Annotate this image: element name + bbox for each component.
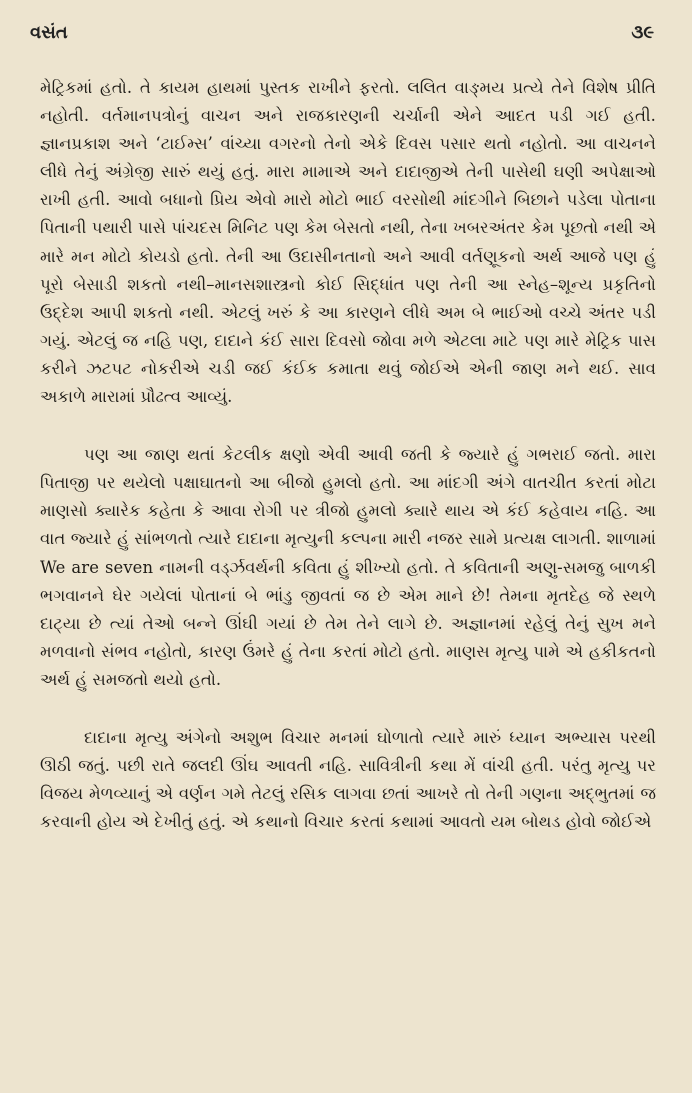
paragraph: પણ આ જાણ થતાં કેટલીક ક્ષણો એવી આવી જતી કે જ્યારે હું ગભરાઈ જતો. મારા પિતાજી પર થયેલો પક્ષાઘાતનો આ બીજો હુમલો હતો. આ માંદગી અંગે વાતચીત કરતાં મોટા માણસો ક્યારેક કહેતા કે આવા રોગી પર ત્રીજો હુમલો ક્યારે થાય એ કંઈ કહેવાય નહિ. આ વાત જ્યારે હું સાંભળતો ત્યારે દાદાના મૃત્યુની કલ્પના મારી નજર સામે પ્રત્યક્ષ લાગતી. શાળામાં We are seven નામની વર્ડ્ઝવર્થની કવિતા હું શીખ્યો હતો. તે કવિતાની અણુ-સમજુ બાળકી ભગવાનને ઘેર ગયેલાં પોતાનાં બે ભાંડુ જીવતાં જ છે એમ માને છે! તેમના મૃતદેહ જે સ્થળે દાટ્યા છે ત્યાં તેઓ બન્ને ઊંઘી ગયાં છે તેમ તેને લાગે છે. અજ્ઞાનમાં રહેલું તેનું સુખ મને મળવાનો સંભવ નહોતો, કારણ ઉંમરે હું તેના કરતાં મોટો હતો. માણસ મૃત્યુ પામે એ હકીકતનો અર્થ હું સમજતો થયો હતો. <box>40 445 656 689</box>
body-text <box>40 74 656 836</box>
paragraph: મેટ્રિકમાં હતો. તે કાયમ હાથમાં પુસ્તક રાખીને ફરતો. લલિત વાઙ્મય પ્રત્યે તેને વિશેષ પ્રીતિ નહોતી. વર્તમાનપત્રોનું વાચન અને રાજકારણની ચર્ચાની એને આદત પડી ગઈ હતી. જ્ઞાનપ્રકાશ અને ‘ટાઈમ્સ’ વાંચ્યા વગરનો તેનો એકે દિવસ પસાર થતો નહોતો. આ વાચનને લીધે તેનું અંગ્રેજી સારું થયું હતું. મારા મામાએ અને દાદાજીએ તેની પાસેથી ઘણી અપેક્ષાઓ રાખી હતી. આવો બધાનો પ્રિય એવો મારો મોટો ભાઈ વરસોથી માંદગીને બિછાને પડેલા પોતાના પિતાની પથારી પાસે પાંચદસ મિનિટ પણ કેમ બેસતો નથી, તેના ખબરઅંતર કેમ પૂછતો નથી એ મારે મન મોટો કોયડો હતો. તેની આ ઉદાસીનતાનો અને આવી વર્તણૂકનો અર્થ આજે પણ હું પૂરો બેસાડી શકતો નથી–માનસશાસ્ત્રનો કોઈ સિદ્ધાંત પણ તેની આ સ્નેહ–શૂન્ય પ્રકૃતિનો ઉદ્દેશ આપી શકતો નથી. એટલું ખરું કે આ કારણને લીધે અમ બે ભાઈઓ વચ્ચે અંતર પડી ગયું. એટલું જ નહિ પણ, દાદાને કંઈ સારા દિવસો જોવા મળે એટલા માટે પણ મારે મેટ્રિક પાસ કરીને ઝટપટ નોકરીએ ચડી જઈ કંઈક કમાતા થવું જોઈએ એની જાણ મને થઈ. સાવ અકાળે મારામાં પ્રૌઢત્વ આવ્યું. <box>40 78 656 407</box>
paragraph: દાદાના મૃત્યુ અંગેનો અશુભ વિચાર મનમાં ઘોળાતો ત્યારે મારું ધ્યાન અભ્યાસ પરથી ઊઠી જતું. પછી રાતે જલદી ઊંઘ આવતી નહિ. સાવિત્રીની કથા મેં વાંચી હતી. પરંતુ મૃત્યુ પર વિજય મેળવ્યાનું એ વર્ણન ગમે તેટલું રસિક લાગવા છતાં આખરે તો તેની ગણના અદ્ભુતમાં જ કરવાની હોય એ દેખીતું હતું. એ કથાનો વિચાર કરતાં કથામાં આવતો યમ બોથડ હોવો જોઈએ <box>40 727 656 832</box>
chapter-title: વસંત <box>30 22 68 43</box>
running-header <box>30 22 656 50</box>
page-number: ૩૯ <box>631 22 654 43</box>
